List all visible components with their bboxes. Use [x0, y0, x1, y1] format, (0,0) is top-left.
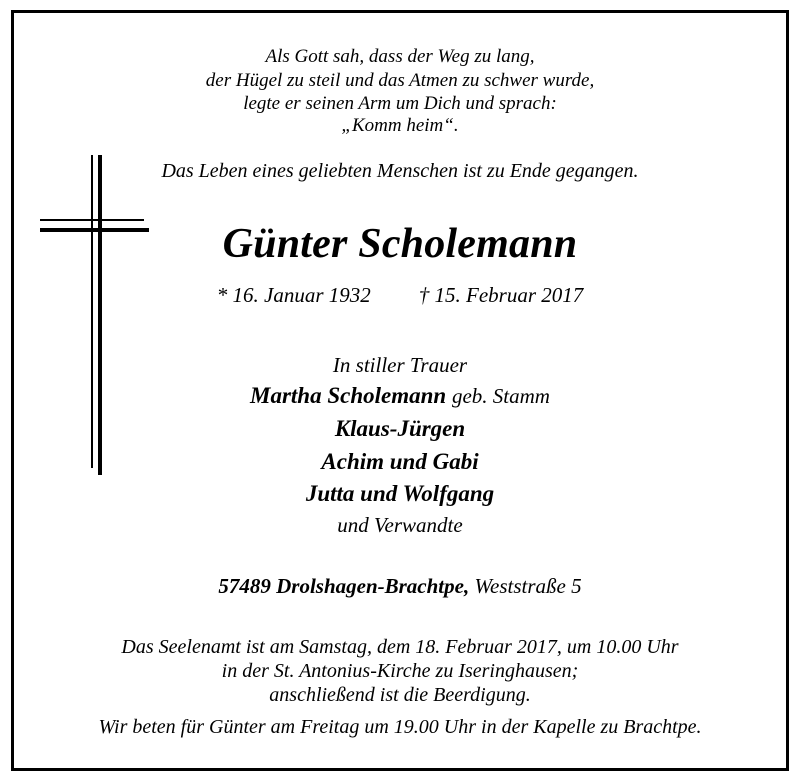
family-address: [0, 574, 800, 599]
poem-line: legte er seinen Arm um Dich und sprach:: [243, 93, 557, 114]
service-line: anschließend ist die Beerdigung.: [269, 684, 531, 706]
service-line: in der St. Antonius-Kirche zu Iseringhausen;: [221, 660, 579, 682]
mourning-heading: In stiller Trauer: [332, 353, 468, 377]
death-date: † 15. Februar 2017: [418, 283, 584, 307]
address-place: 57489 Drolshagen-Brachtpe,: [218, 574, 470, 598]
intro-text: Das Leben eines geliebten Menschen ist zu Ende gegangen.: [161, 160, 639, 182]
widow-maiden-name: geb. Stamm: [451, 384, 550, 408]
mourner-family: Jutta und Wolfgang: [305, 481, 495, 506]
mourner-widow: [0, 383, 800, 409]
poem-line: Als Gott sah, dass der Weg zu lang,: [265, 46, 535, 67]
mourning-relatives: und Verwandte: [337, 513, 463, 537]
poem-line: der Hügel zu steil und das Atmen zu schwer wurde,: [205, 70, 595, 91]
address-street: Weststraße 5: [474, 574, 582, 598]
mourner-family: Klaus-Jürgen: [334, 416, 466, 441]
birth-date: * 16. Januar 1932: [216, 283, 371, 307]
widow-name: Martha Scholemann: [250, 383, 447, 408]
poem-line: „Komm heim“.: [341, 115, 459, 136]
mourner-family: Achim und Gabi: [321, 449, 479, 474]
prayer-line: Wir beten für Günter am Freitag um 19.00 Uhr in der Kapelle zu Brachtpe.: [98, 716, 702, 738]
life-dates: [0, 283, 800, 308]
service-line: Das Seelenamt ist am Samstag, dem 18. Februar 2017, um 10.00 Uhr: [121, 636, 679, 658]
deceased-name: Günter Scholemann: [222, 221, 578, 267]
